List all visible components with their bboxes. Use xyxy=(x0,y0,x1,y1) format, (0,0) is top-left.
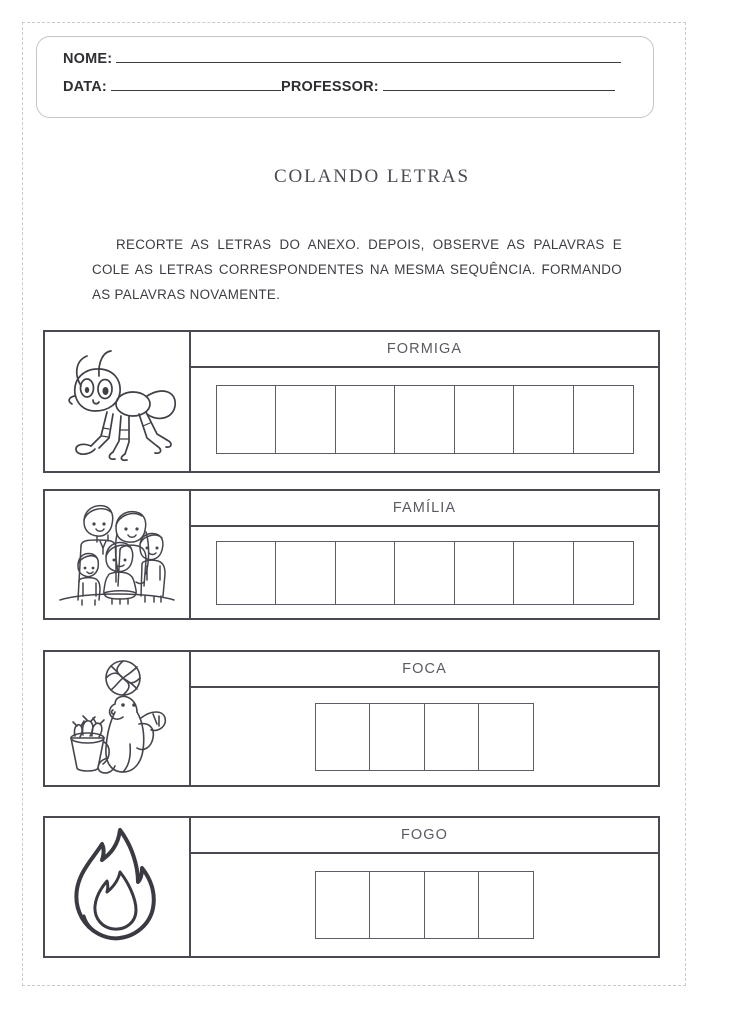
exercise-row xyxy=(43,330,660,473)
professor-write-line[interactable] xyxy=(383,78,615,91)
letter-box[interactable] xyxy=(478,703,534,771)
letter-box[interactable] xyxy=(335,541,396,605)
ant-illustration xyxy=(45,332,191,471)
letter-box[interactable] xyxy=(369,703,425,771)
letter-boxes xyxy=(315,703,535,771)
student-info-box xyxy=(36,36,654,118)
word-header xyxy=(191,491,658,527)
word-cell xyxy=(191,652,658,785)
letter-box[interactable] xyxy=(216,541,277,605)
letter-boxes xyxy=(216,385,634,454)
data-professor-field-row xyxy=(63,78,615,95)
exercise-row xyxy=(43,489,660,620)
letter-box[interactable] xyxy=(216,385,277,454)
word-cell xyxy=(191,332,658,471)
data-write-line[interactable] xyxy=(111,78,281,91)
word-header xyxy=(191,332,658,368)
exercise-row xyxy=(43,816,660,958)
letter-boxes-area xyxy=(191,527,658,618)
letter-box[interactable] xyxy=(315,703,371,771)
letter-box[interactable] xyxy=(394,385,455,454)
letter-boxes-area xyxy=(191,368,658,471)
letter-boxes-area xyxy=(191,688,658,785)
letter-box[interactable] xyxy=(275,385,336,454)
word-cell xyxy=(191,491,658,618)
word-header xyxy=(191,818,658,854)
letter-box[interactable] xyxy=(454,385,515,454)
word-label: FOCA xyxy=(402,661,447,677)
word-cell xyxy=(191,818,658,956)
instructions-text: RECORTE AS LETRAS DO ANEXO. DEPOIS, OBSERVE AS PALAVRAS E COLE AS LETRAS CORRESPONDENTES NA MESMA SEQUÊNCIA. FORMANDO AS PALAVRAS NOVAMENTE. xyxy=(92,237,622,302)
letter-box[interactable] xyxy=(454,541,515,605)
word-label: FAMÍLIA xyxy=(392,500,457,516)
letter-box[interactable] xyxy=(394,541,455,605)
letter-box[interactable] xyxy=(315,871,371,939)
letter-boxes xyxy=(315,871,535,939)
letter-box[interactable] xyxy=(275,541,336,605)
letter-box[interactable] xyxy=(424,703,480,771)
professor-label: PROFESSOR: xyxy=(280,79,379,95)
letter-box[interactable] xyxy=(424,871,480,939)
word-label: FORMIGA xyxy=(386,341,463,357)
exercise-row xyxy=(43,650,660,787)
letter-box[interactable] xyxy=(369,871,425,939)
seal-illustration xyxy=(45,652,191,785)
letter-box[interactable] xyxy=(335,385,396,454)
letter-box[interactable] xyxy=(573,385,634,454)
word-label: FOGO xyxy=(400,827,449,843)
nome-label: NOME: xyxy=(63,51,113,67)
letter-boxes xyxy=(216,541,634,605)
nome-write-line[interactable] xyxy=(116,50,621,63)
page-title: COLANDO LETRAS xyxy=(273,166,470,187)
letter-box[interactable] xyxy=(513,385,574,454)
family-illustration xyxy=(45,491,191,618)
letter-box[interactable] xyxy=(573,541,634,605)
letter-boxes-area xyxy=(191,854,658,956)
letter-box[interactable] xyxy=(513,541,574,605)
nome-field-row xyxy=(63,50,621,67)
letter-box[interactable] xyxy=(478,871,534,939)
flame-illustration xyxy=(45,818,191,956)
data-label: DATA: xyxy=(63,79,107,95)
word-header xyxy=(191,652,658,688)
